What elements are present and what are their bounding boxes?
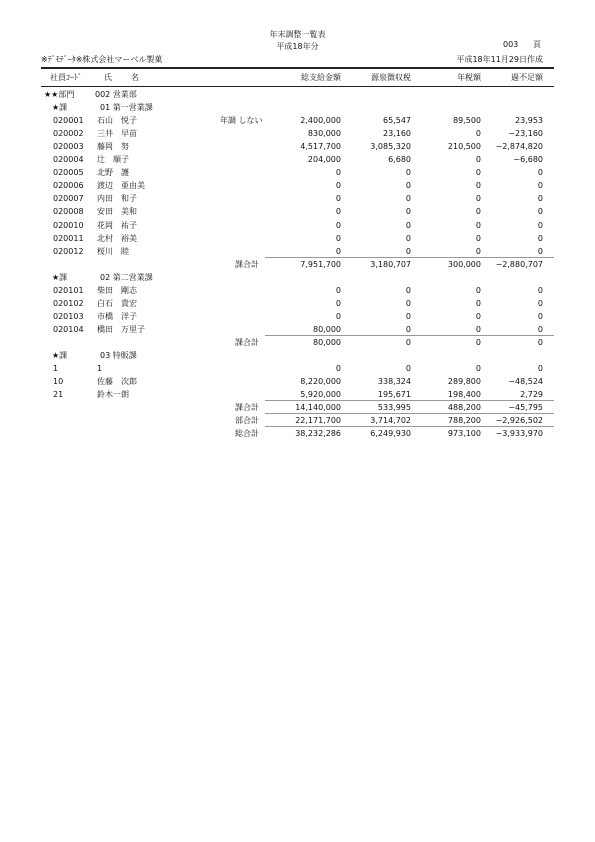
withholding-cell: 23,160 (383, 129, 411, 139)
subtotal-row (0, 428, 595, 440)
shortage-cell: 2,729 (520, 390, 543, 400)
shortage-cell: 0 (537, 194, 543, 204)
employee-name: 北野 護 (97, 168, 129, 178)
withholding-cell: 0 (405, 168, 411, 178)
annual-tax-cell: 300,000 (447, 259, 481, 269)
employee-code: 020008 (53, 207, 84, 217)
employee-name: 石山 悦子 (97, 116, 137, 126)
annual-tax-cell: 0 (475, 181, 481, 191)
annual-tax-cell: 0 (475, 233, 481, 243)
employee-row (0, 363, 595, 375)
employee-name: 白石 貴宏 (97, 298, 137, 308)
section-marker: ★課 (52, 351, 68, 360)
employee-code: 020005 (53, 168, 84, 178)
annual-tax-cell: 198,400 (447, 390, 481, 400)
total-pay-cell: 0 (335, 233, 341, 243)
employee-name: 内田 和子 (97, 194, 137, 204)
employee-row (0, 376, 595, 388)
total-pay-cell: 830,000 (307, 129, 341, 139)
withholding-cell: 0 (405, 194, 411, 204)
total-pay-cell: 0 (335, 168, 341, 178)
page-label: 頁 (533, 40, 541, 49)
employee-name: 1 (97, 364, 103, 374)
total-pay-cell: 0 (335, 220, 341, 230)
shortage-cell: −6,680 (513, 155, 543, 165)
annual-tax-cell: 0 (475, 324, 481, 334)
annual-tax-cell: 973,100 (447, 429, 481, 439)
annual-tax-cell: 788,200 (447, 416, 481, 426)
total-pay-cell: 0 (335, 298, 341, 308)
employee-row (0, 206, 595, 218)
total-pay-cell: 2,400,000 (300, 116, 341, 126)
subtotal-rule (265, 335, 554, 336)
section-row (0, 350, 595, 362)
created-date: 平成18年11月29日作成 (456, 55, 543, 64)
subtotal-rule (265, 426, 554, 427)
total-pay-cell: 0 (335, 364, 341, 374)
employee-name: 渡辺 亜由美 (97, 181, 145, 191)
employee-code: 1 (53, 364, 59, 374)
shortage-cell: −45,795 (508, 403, 543, 413)
col-total-pay: 総支給金額 (301, 73, 341, 82)
employee-name: 鈴木一朗 (97, 390, 129, 400)
total-pay-cell: 0 (335, 194, 341, 204)
section-row (0, 272, 595, 284)
shortage-cell: −3,933,970 (495, 429, 543, 439)
subtotal-label: 課合計 (235, 337, 259, 347)
annual-tax-cell: 0 (475, 168, 481, 178)
shortage-cell: 0 (537, 337, 543, 347)
employee-name: 辻 順子 (97, 155, 129, 165)
employee-row (0, 298, 595, 310)
annual-tax-cell: 0 (475, 194, 481, 204)
employee-name: 三井 早苗 (97, 129, 137, 139)
total-pay-cell: 0 (335, 311, 341, 321)
employee-code: 020103 (53, 311, 84, 321)
employee-code: 020010 (53, 220, 84, 230)
employee-code: 21 (53, 390, 64, 400)
subtotal-rule (265, 400, 554, 401)
department-marker: ★★部門 (44, 90, 75, 99)
report-title: 年末調整一覧表 (269, 30, 326, 39)
header-bottom-rule (41, 86, 554, 87)
withholding-cell: 0 (405, 298, 411, 308)
shortage-cell: 0 (537, 324, 543, 334)
employee-code: 020004 (53, 155, 84, 165)
employee-code: 020101 (53, 285, 84, 295)
employee-row (0, 115, 595, 127)
page-number: 003 (503, 40, 519, 49)
annual-tax-cell: 0 (475, 220, 481, 230)
company-name: ※ﾃﾞﾓﾃﾞｰﾀ※株式会社マーベル製菓 (41, 55, 163, 64)
withholding-cell: 338,324 (377, 377, 411, 387)
annual-tax-cell: 0 (475, 298, 481, 308)
employee-name: 橋田 万里子 (97, 324, 145, 334)
shortage-cell: −48,524 (508, 377, 543, 387)
employee-code: 020012 (53, 246, 84, 256)
header-top-rule (41, 67, 554, 69)
subtotal-label: 課合計 (235, 259, 259, 269)
employee-code: 10 (53, 377, 64, 387)
subtotal-rule (265, 413, 554, 414)
employee-row (0, 285, 595, 297)
employee-name: 桜川 睦 (97, 246, 129, 256)
col-name-family: 氏 (104, 73, 112, 82)
department-name: 002 営業部 (95, 90, 137, 99)
employee-row (0, 193, 595, 205)
shortage-cell: 23,953 (515, 116, 543, 126)
employee-code: 020003 (53, 142, 84, 152)
shortage-cell: 0 (537, 220, 543, 230)
total-pay-cell: 4,517,700 (300, 142, 341, 152)
total-pay-cell: 0 (335, 246, 341, 256)
shortage-cell: 0 (537, 298, 543, 308)
annual-tax-cell: 289,800 (447, 377, 481, 387)
col-shortage: 過不足額 (511, 73, 543, 82)
annual-tax-cell: 89,500 (453, 116, 481, 126)
employee-code: 020006 (53, 181, 84, 191)
total-pay-cell: 80,000 (313, 324, 341, 334)
subtotal-rule (265, 257, 554, 258)
section-marker: ★課 (52, 272, 68, 282)
withholding-cell: 195,671 (377, 390, 411, 400)
employee-name: 柴田 剛志 (97, 285, 137, 295)
subtotal-row (0, 337, 595, 349)
annual-tax-cell: 0 (475, 129, 481, 139)
total-pay-cell: 0 (335, 181, 341, 191)
section-name: 01 第一営業課 (100, 103, 153, 113)
annual-tax-cell: 0 (475, 207, 481, 217)
employee-name: 藤岡 努 (97, 142, 129, 152)
employee-code: 020001 (53, 116, 84, 126)
total-pay-cell: 5,920,000 (300, 390, 341, 400)
total-pay-cell: 22,171,700 (295, 416, 341, 426)
employee-row (0, 220, 595, 232)
col-name-given: 名 (131, 73, 139, 82)
total-pay-cell: 8,220,000 (300, 377, 341, 387)
withholding-cell: 3,714,702 (370, 416, 411, 426)
withholding-cell: 0 (405, 337, 411, 347)
total-pay-cell: 7,951,700 (300, 259, 341, 269)
employee-row (0, 180, 595, 192)
total-pay-cell: 0 (335, 207, 341, 217)
shortage-cell: 0 (537, 181, 543, 191)
withholding-cell: 3,180,707 (370, 259, 411, 269)
total-pay-cell: 14,140,000 (295, 403, 341, 413)
shortage-cell: −2,926,502 (495, 416, 543, 426)
shortage-cell: 0 (537, 168, 543, 178)
annual-tax-cell: 210,500 (447, 142, 481, 152)
annual-tax-cell: 0 (475, 246, 481, 256)
shortage-cell: 0 (537, 246, 543, 256)
subtotal-label: 部合計 (235, 416, 259, 426)
withholding-cell: 0 (405, 246, 411, 256)
employee-name: 花岡 祐子 (97, 220, 137, 230)
employee-code: 020104 (53, 324, 84, 334)
total-pay-cell: 0 (335, 285, 341, 295)
report-subtitle: 平成18年分 (276, 42, 319, 51)
employee-row (0, 311, 595, 323)
shortage-cell: −2,880,707 (495, 259, 543, 269)
employee-name: 市橋 洋子 (97, 311, 137, 321)
withholding-cell: 0 (405, 324, 411, 334)
withholding-cell: 3,085,320 (370, 142, 411, 152)
withholding-cell: 533,995 (377, 403, 411, 413)
annual-tax-cell: 0 (475, 155, 481, 165)
section-name: 02 第二営業課 (100, 272, 153, 282)
employee-row (0, 233, 595, 245)
withholding-cell: 0 (405, 207, 411, 217)
year-end-note: 年調 しない (220, 116, 263, 126)
shortage-cell: 0 (537, 285, 543, 295)
shortage-cell: −2,874,820 (495, 142, 543, 152)
withholding-cell: 0 (405, 285, 411, 295)
employee-name: 安田 美和 (97, 207, 137, 217)
shortage-cell: 0 (537, 233, 543, 243)
total-pay-cell: 80,000 (313, 337, 341, 347)
employee-code: 020102 (53, 298, 84, 308)
total-pay-cell: 38,232,286 (295, 429, 341, 439)
section-row (0, 102, 595, 114)
shortage-cell: 0 (537, 364, 543, 374)
col-employee-code: 社員ｺｰﾄﾞ (50, 73, 82, 82)
section-marker: ★課 (52, 103, 68, 113)
employee-code: 020002 (53, 129, 84, 139)
subtotal-label: 総合計 (235, 429, 259, 439)
withholding-cell: 65,547 (383, 116, 411, 126)
shortage-cell: 0 (537, 207, 543, 217)
subtotal-row (0, 259, 595, 271)
withholding-cell: 6,249,930 (370, 429, 411, 439)
employee-code: 020011 (53, 233, 84, 243)
total-pay-cell: 204,000 (307, 155, 341, 165)
withholding-cell: 0 (405, 220, 411, 230)
employee-name: 佐藤 次郎 (97, 377, 137, 387)
withholding-cell: 6,680 (388, 155, 411, 165)
annual-tax-cell: 0 (475, 337, 481, 347)
shortage-cell: −23,160 (508, 129, 543, 139)
shortage-cell: 0 (537, 311, 543, 321)
employee-code: 020007 (53, 194, 84, 204)
col-withholding: 源泉徴収税 (371, 73, 411, 82)
employee-row (0, 154, 595, 166)
annual-tax-cell: 488,200 (447, 403, 481, 413)
department-row (0, 89, 595, 101)
subtotal-label: 課合計 (235, 403, 259, 413)
employee-row (0, 141, 595, 153)
withholding-cell: 0 (405, 181, 411, 191)
col-annual-tax: 年税額 (457, 73, 481, 82)
employee-row (0, 128, 595, 140)
annual-tax-cell: 0 (475, 364, 481, 374)
withholding-cell: 0 (405, 364, 411, 374)
section-name: 03 特販課 (100, 351, 137, 360)
annual-tax-cell: 0 (475, 285, 481, 295)
annual-tax-cell: 0 (475, 311, 481, 321)
withholding-cell: 0 (405, 311, 411, 321)
employee-name: 北村 裕美 (97, 233, 137, 243)
employee-row (0, 167, 595, 179)
withholding-cell: 0 (405, 233, 411, 243)
